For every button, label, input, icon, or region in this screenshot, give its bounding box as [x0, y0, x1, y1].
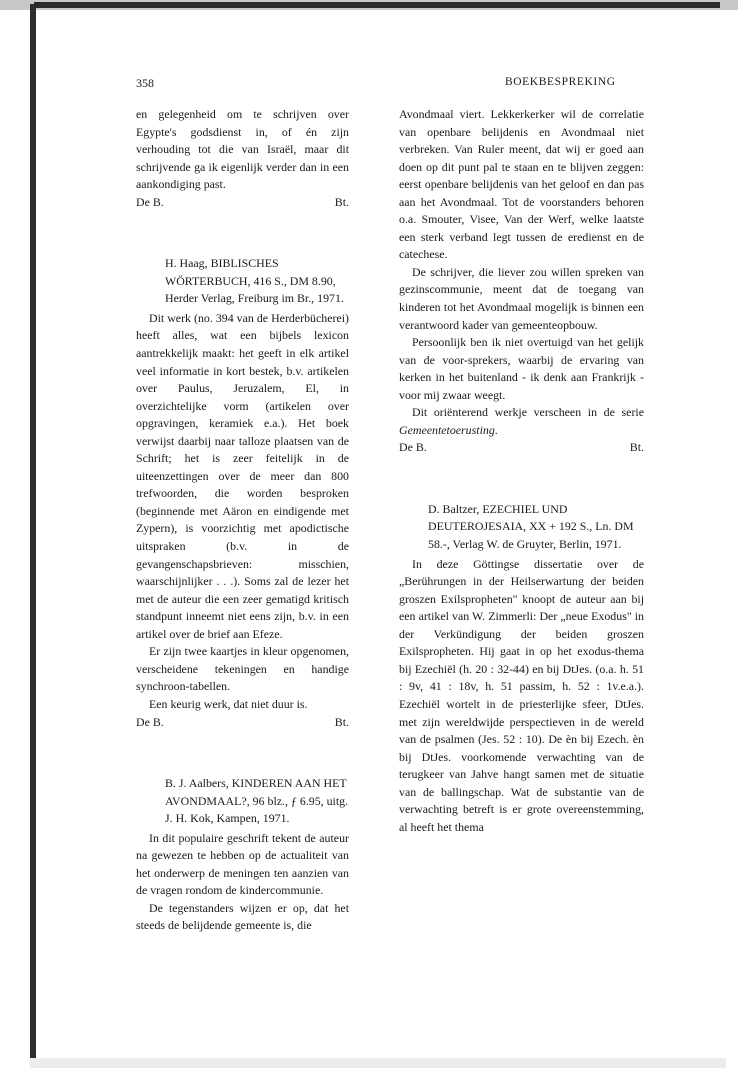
- review-paragraph: Persoonlijk ben ik niet overtuigd van het gelijk van de voor-sprekers, waarbij de ervaring van kerken in het buitenland - ik denk aan Frankrijk - voor mij zwaar weegt.: [399, 335, 644, 402]
- signature-author: De B.: [136, 194, 164, 209]
- series-end-text: .: [494, 422, 498, 437]
- scan-bottom-edge: [30, 1058, 726, 1068]
- series-title: Gemeentetoerusting: [399, 422, 495, 437]
- review-paragraph: De tegenstanders wijzen er op, dat het steeds de belijdende gemeente is, die: [136, 900, 349, 933]
- section-gap: [136, 753, 349, 775]
- review-paragraph: Een keurig werk, dat niet duur is.: [149, 696, 308, 711]
- review-paragraph: In deze Göttingse dissertatie over de „Berührungen in der Heilserwartung der beiden groszen Exilspropheten" knoopt de auteur aan bij een artikel van W. Zimmerli: Der „neue Exodus" in der Verkündigung der beiden groszen Exilspropheten. Hij gaat in op het exodus-thema bij Ezechiël (h. 20 : 32-44) en bij DtJes. (o.a. h. 51 : 9v, 41 : 18v, h. 51 passim, h. 52 : 1v.e.a.). Ezechiël wortelt in de priesterlijke sfeer, DtJes. met zijn wereldwijde perspectieven in de wereld van de psalmen (Jes. 52 : 10). De èn bij Ezech. èn bij DtJes. voorkomende verwachting van de terugkeer van Jahve hangt samen met de situatie van de ballingschap. Wat de substantie van de verwachting betreft is er grote overeenstemming, al heeft het thema: [399, 556, 644, 834]
- signature-author: De B.: [399, 440, 427, 455]
- review-paragraph: Dit werk (no. 394 van de Herderbücherei) heeft alles, wat een bijbels lexicon aantrekkelijk maakt: het geeft in elk artikel veel informatie in kort bestek, b.v. artikelen over Paulus, Jeruzalem, El, in overzichtelijke vorm (artikelen over opgravingen, keramiek e.a.). Het boek verwijst daarbij naar talloze plaatsen van de Schrift; het is zeer feitelijk in de uiteenzettingen over de meer dan 800 trefwoorden, die worden besproken (beginnende met Aäron en eindigende met Zypern), is voorzichtig met apodictische uitspraken (b.v. in de gevangenschapsbrieven: misschien, waarschijnlijker . . .). Soms zal de lezer het met de auteur die een zeer gematigd kritisch standpunt inneemt niet eens zijn, b.v. in een artikel over de brief aan Efeze.: [136, 310, 349, 641]
- section-gap: [136, 233, 349, 255]
- review-paragraph: De schrijver, die liever zou willen spreken van gezinscommunie, meent dat de toegang van kinderen tot het Avondmaal mogelijk is binnen een verantwoord kader van gemeenteopbouw.: [399, 264, 644, 332]
- review-paragraph: Er zijn twee kaartjes in kleur opgenomen, verscheidene tekeningen en handige synchroon-tabellen.: [136, 644, 349, 694]
- running-title: BOEKBESPREKING: [505, 76, 616, 88]
- review-paragraph: In dit populaire geschrift tekent de auteur na gewezen te hebben op de actualiteit van het onderwerp de meningen ten aanzien van de vragen rondom de kindercommunie.: [136, 830, 349, 898]
- review-signature: [136, 194, 349, 212]
- signature-initials: Bt.: [334, 194, 349, 209]
- section-gap: [399, 479, 644, 501]
- page-number: 358: [136, 76, 154, 90]
- review-paragraph: [399, 404, 644, 439]
- signature-author: De B.: [136, 714, 164, 729]
- series-lead-text: Dit oriënterend werkje verscheen in de serie: [412, 405, 644, 420]
- signature-initials: Bt.: [629, 440, 644, 455]
- left-column: [136, 106, 349, 935]
- review-signature: [136, 714, 349, 732]
- continued-paragraph: en gelegenheid om te schrijven over Egypte's godsdienst in, of én zijn verhouding tot die van Israël, maar dit schrijvende ga ik eigenlijk verder dan in een aankondiging past.: [136, 107, 349, 192]
- continued-paragraph: Avondmaal viert. Lekkerkerker wil de correlatie van openbare belijdenis en Avondmaal niet verbreken. Van Ruler meent, dat wij er goed aan doen op dit punt pal te staan en te blijven zeggen: eerst openbare belijdenis van het geloof en dan pas aan het Avondmaal. Tot de voorstanders behoren o.a. Smouter, Visee, Van der Werf, welke laatste een sterk verband legt tussen de eredienst en de catechese.: [399, 107, 644, 262]
- book-reference: B. J. Aalbers, KINDEREN AAN HET AVONDMAAL?, 96 blz., ƒ 6.95, uitg. J. H. Kok, Kampen, 1971.: [165, 776, 349, 826]
- book-reference: D. Baltzer, EZECHIEL UND DEUTEROJESAIA, XX + 192 S., Ln. DM 58.-, Verlag W. de Gruyter, Berlin, 1971.: [428, 501, 634, 552]
- scan-top-border: [34, 2, 720, 8]
- scan-top-edge: [0, 0, 738, 10]
- book-reference: H. Haag, BIBLISCHES WÖRTERBUCH, 416 S., DM 8.90, Herder Verlag, Freiburg im Br., 1971.: [165, 256, 344, 306]
- review-signature: [399, 439, 644, 457]
- signature-initials: Bt.: [334, 714, 349, 729]
- right-column: [399, 106, 644, 836]
